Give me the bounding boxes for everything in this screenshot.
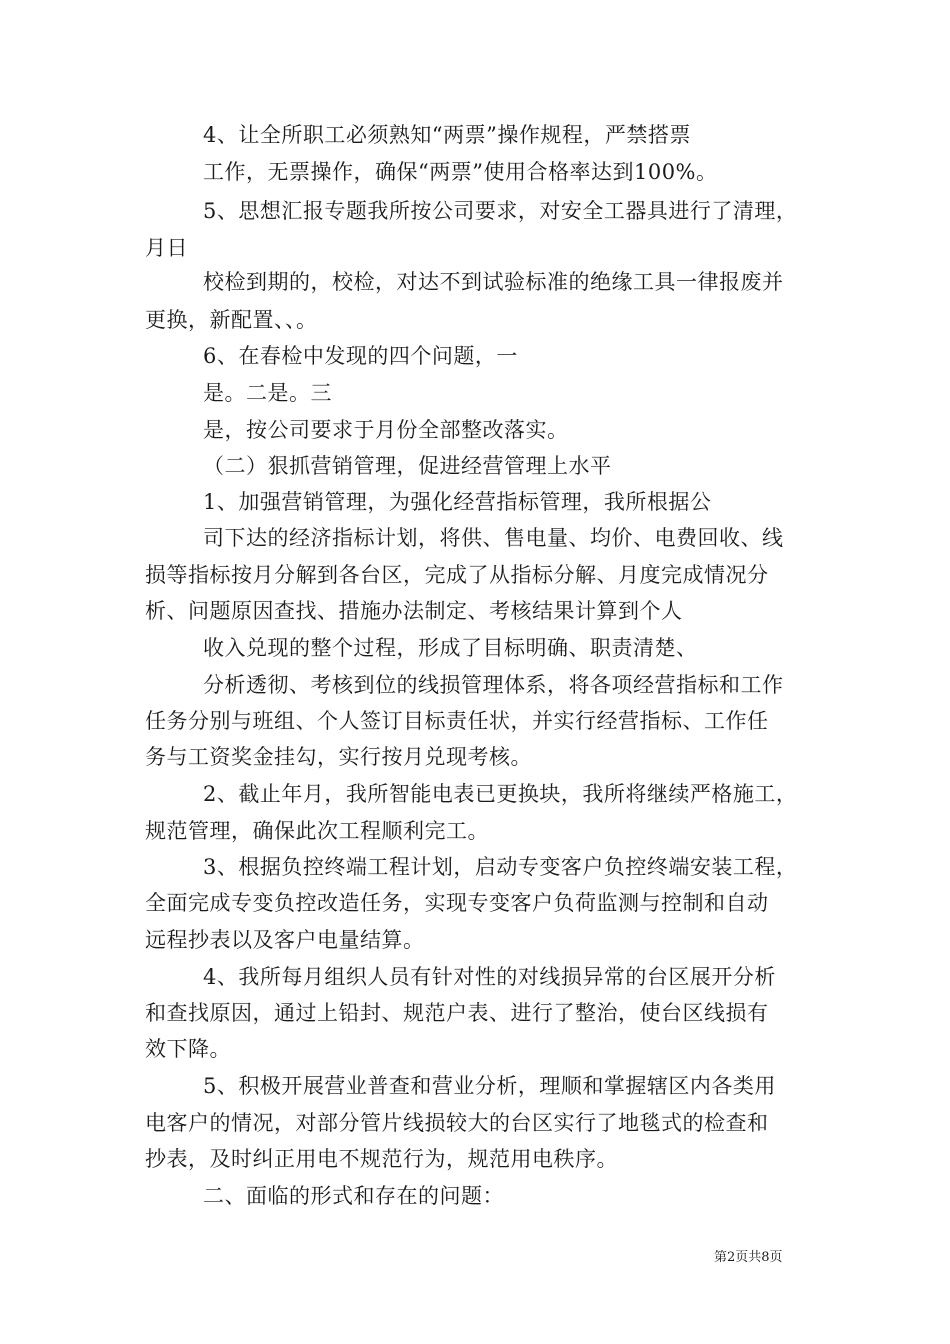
section-heading: 二、面临的形式和存在的问题： (203, 1184, 504, 1208)
text-line: 月日 (145, 236, 188, 260)
text-line: 更换，新配置、、。 (145, 308, 318, 332)
text-line: 效下降。 (145, 1037, 231, 1061)
text-line: 务与工资奖金挂勾，实行按月兑现考核。 (145, 745, 532, 769)
text-line: 校检到期的，校检，对达不到试验标准的绝缘工具一律报废并 (203, 270, 784, 294)
text-line: 工作，无票操作，确保“两票”使用合格率达到100%。 (203, 160, 718, 184)
text-line: 4、让全所职工必须熟知“两票”操作规程，严禁搭票 (203, 123, 691, 147)
section-heading: （二）狠抓营销管理，促进经营管理上水平 (203, 454, 612, 478)
text-line: 是。二是。三 (203, 381, 332, 405)
text-line: 远程抄表以及客户电量结算。 (145, 928, 425, 952)
text-line: 析、问题原因查找、措施办法制定、考核结果计算到个人 (145, 599, 683, 623)
text-line: 分析透彻、考核到位的线损管理体系，将各项经营指标和工作 (203, 673, 784, 697)
text-line: 5、积极开展营业普查和营业分析，理顺和掌握辖区内各类用 (203, 1074, 776, 1098)
text-line: 损等指标按月分解到各台区，完成了从指标分解、月度完成情况分 (145, 563, 769, 587)
text-line: 电客户的情况，对部分管片线损较大的台区实行了地毯式的检查和 (145, 1111, 769, 1135)
text-line: 5、思想汇报专题我所按公司要求，对安全工器具进行了清理， (203, 199, 798, 223)
text-line: 1、加强营销管理，为强化经营指标管理，我所根据公 (203, 490, 712, 514)
text-line: 3、根据负控终端工程计划，启动专变客户负控终端安装工程， (203, 855, 798, 879)
text-line: 和查找原因，通过上铅封、规范户表、进行了整治，使台区线损有 (145, 1001, 769, 1025)
text-line: 全面完成专变负控改造任务，实现专变客户负荷监测与控制和自动 (145, 891, 769, 915)
text-line: 4、我所每月组织人员有针对性的对线损异常的台区展开分析 (203, 965, 776, 989)
text-line: 收入兑现的整个过程，形成了目标明确、职责清楚、 (203, 636, 698, 660)
text-line: 司下达的经济指标计划，将供、售电量、均价、电费回收、线 (203, 526, 784, 550)
text-line: 2、截止年月，我所智能电表已更换块，我所将继续严格施工， (203, 782, 798, 806)
page-number: 第2页共8页 (714, 1250, 783, 1265)
text-line: 是，按公司要求于月份全部整改落实。 (203, 418, 569, 442)
text-line: 抄表，及时纠正用电不规范行为，规范用电秩序。 (145, 1147, 618, 1171)
text-line: 任务分别与班组、个人签订目标责任状，并实行经营指标、工作任 (145, 709, 769, 733)
text-line: 规范管理，确保此次工程顺利完工。 (145, 819, 489, 843)
text-line: 6、在春检中发现的四个问题，一 (203, 344, 518, 368)
